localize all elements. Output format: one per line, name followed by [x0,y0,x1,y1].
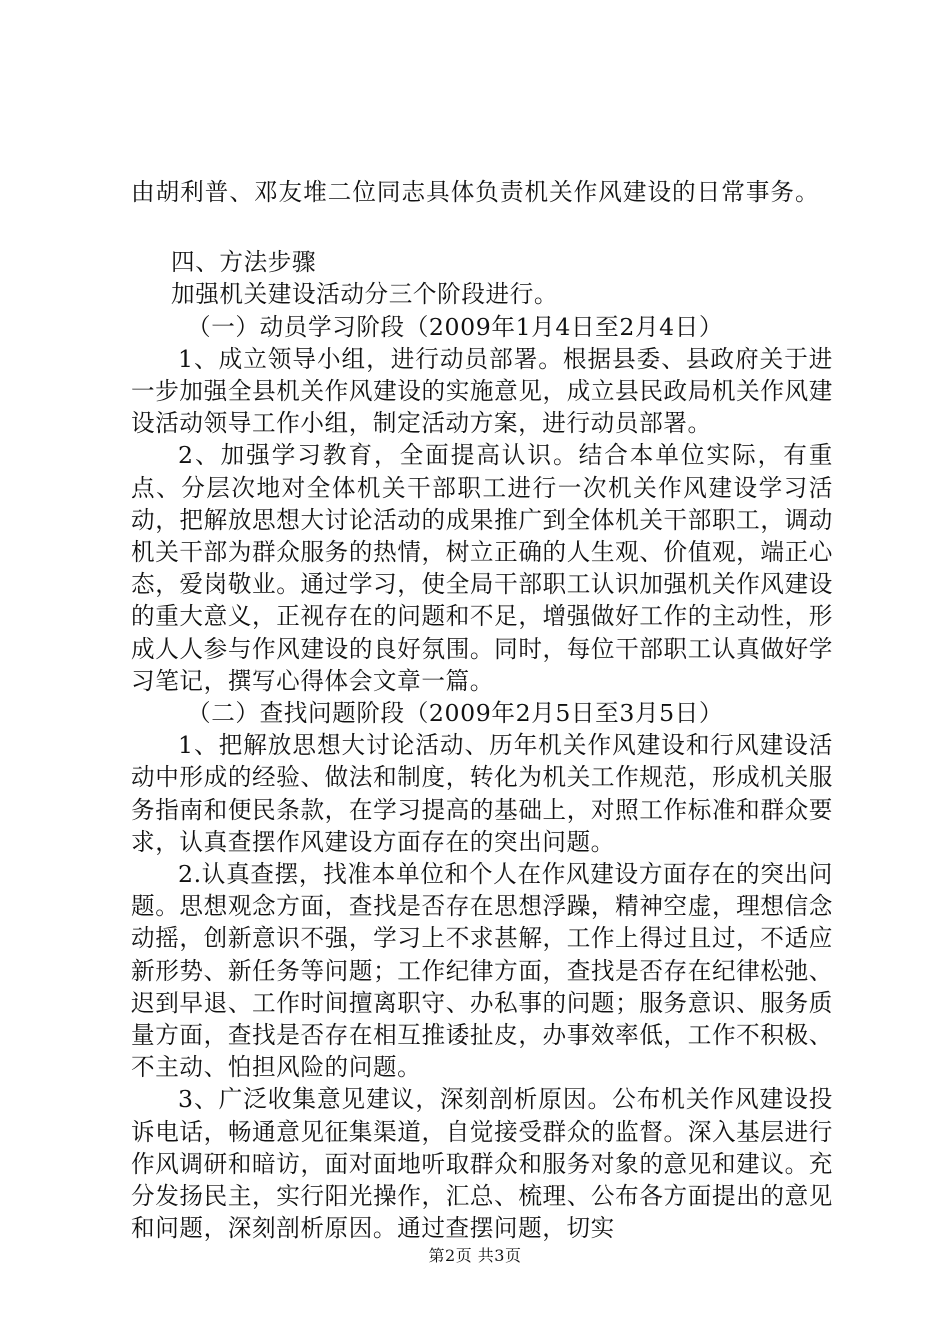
page-footer: 第2页 共3页 [428,1246,522,1265]
paragraph-1-1: 1、成立领导小组，进行动员部署。根据县委、县政府关于进一步加强全县机关作风建设的实施意见，成立县民政局机关作风建设活动领导工作小组，制定活动方案，进行动员部署。 [131,344,833,438]
document-body [131,176,833,1245]
paragraph-2-2: 2.认真查摆，找准本单位和个人在作风建设方面存在的突出问题。思想观念方面，查找是否存在思想浮躁，精神空虚，理想信念动摇，创新意识不强，学习上不求甚解，工作上得过且过，不适应新形势、新任务等问题；工作纪律方面，查找是否存在纪律松弛、迟到早退、工作时间擅离职守、办私事的问题；服务意识、服务质量方面，查找是否存在相互推诿扯皮，办事效率低，工作不积极、不主动、怕担风险的问题。 [131,860,833,1082]
section-heading-methods: 四、方法步骤 [171,248,317,277]
stage-heading-1: （一）动员学习阶段（2009年1月4日至2月4日） [187,312,724,341]
paragraph-gap [131,208,833,246]
paragraph-2-3: 3、广泛收集意见建议，深刻剖析原因。公布机关作风建设投诉电话，畅通意见征集渠道，自觉接受群众的监督。深入基层进行作风调研和暗访，面对面地听取群众和服务对象的意见和建议。充分发扬民主，实行阳光操作，汇总、梳理、公布各方面提出的意见和问题，深刻剖析原因。通过查摆问题，切实 [131,1085,833,1243]
paragraph-1-2: 2、加强学习教育，全面提高认识。结合本单位实际，有重点、分层次地对全体机关干部职工进行一次机关作风建设学习活动，把解放思想大讨论活动的成果推广到全体机关干部职工，调动机关干部为群众服务的热情，树立正确的人生观、价值观，端正心态，爱岗敬业。通过学习，使全局干部职工认识加强机关作风建设的重大意义，正视存在的问题和不足，增强做好工作的主动性，形成人人参与作风建设的良好氛围。同时，每位干部职工认真做好学习笔记，撰写心得体会文章一篇。 [131,441,833,695]
paragraph-continuation: 由胡利普、邓友堆二位同志具体负责机关作风建设的日常事务。 [131,178,820,206]
stage-heading-2: （二）查找问题阶段（2009年2月5日至3月5日） [187,699,724,728]
paragraph-intro: 加强机关建设活动分三个阶段进行。 [171,280,559,309]
paragraph-2-1: 1、把解放思想大讨论活动、历年机关作风建设和行风建设活动中形成的经验、做法和制度，转化为机关工作规范，形成机关服务指南和便民条款，在学习提高的基础上，对照工作标准和群众要求，认真查摆作风建设方面存在的突出问题。 [131,731,833,856]
